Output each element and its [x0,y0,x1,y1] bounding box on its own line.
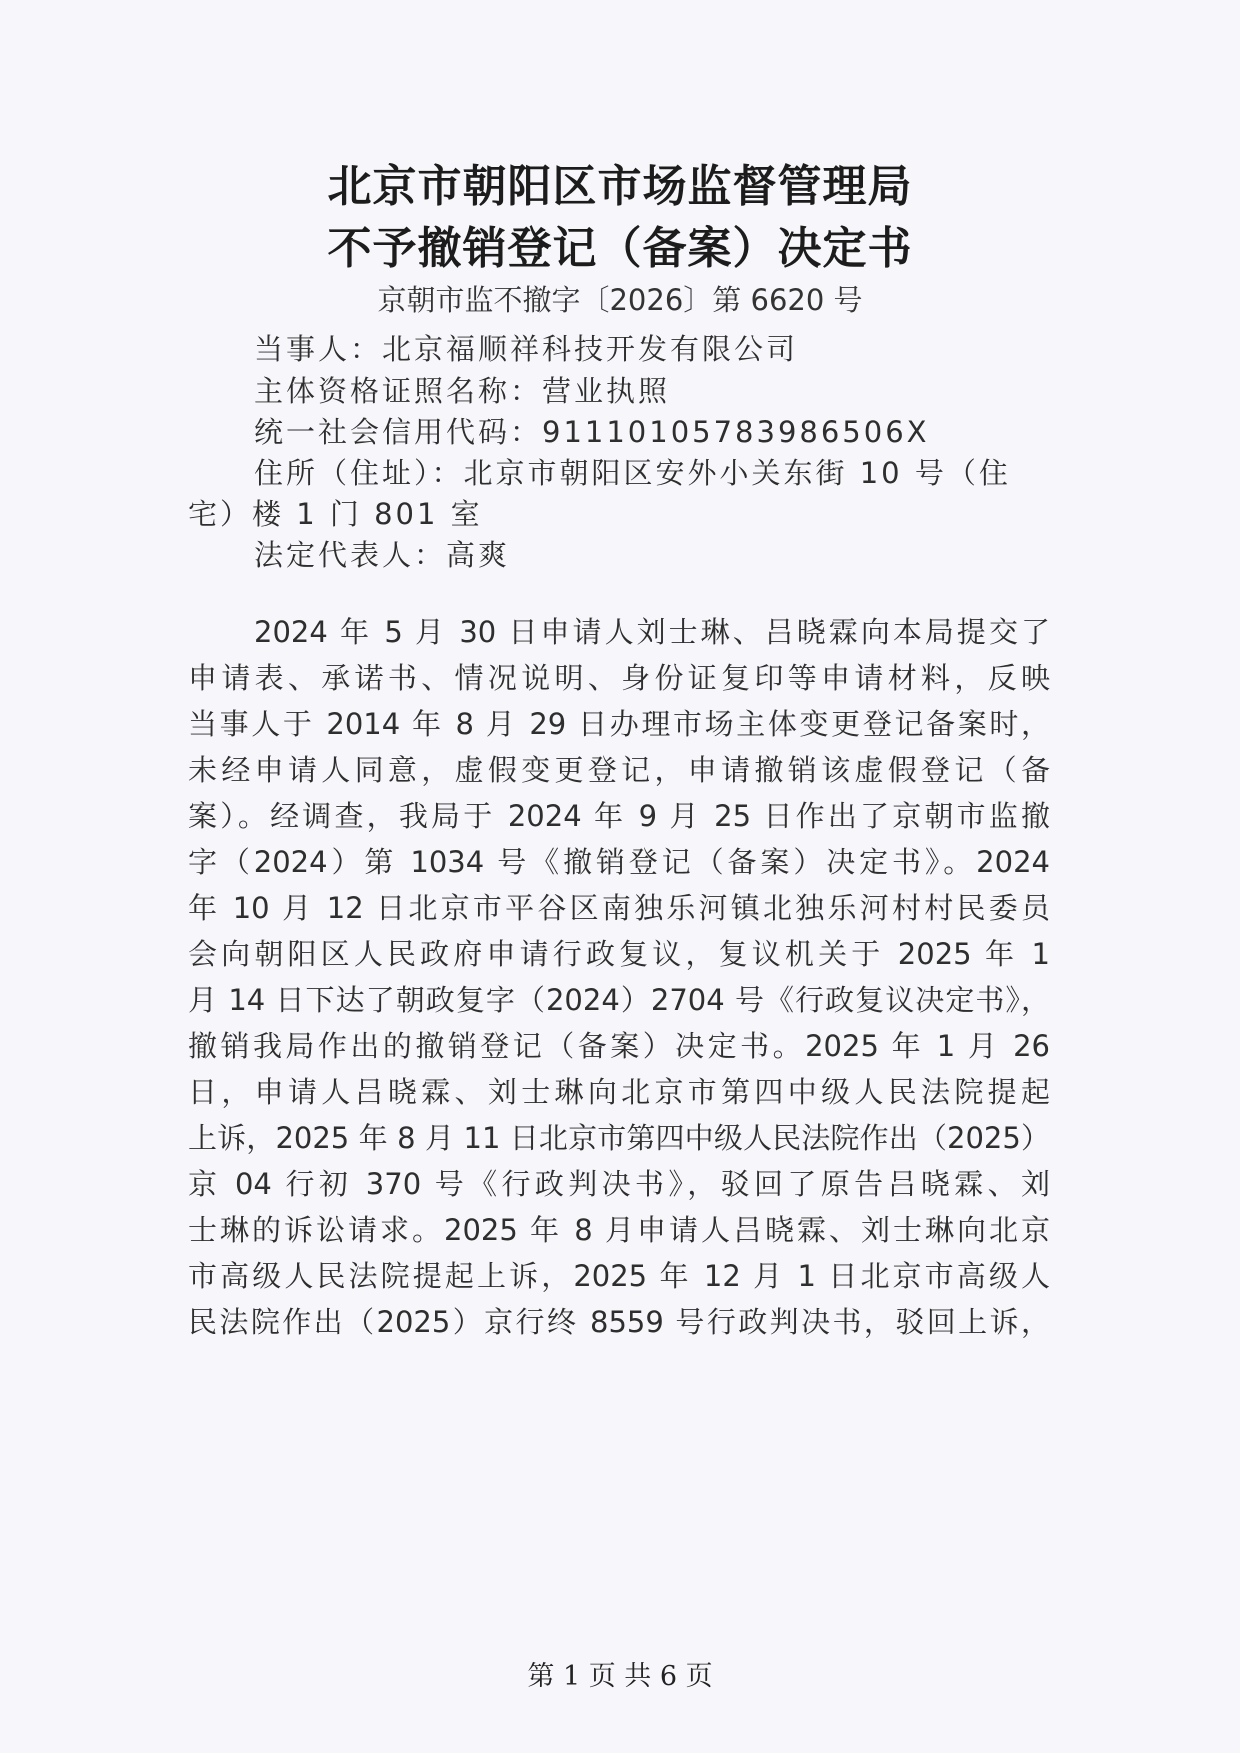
body-line: 当事人于 2014 年 8 月 29 日办理市场主体变更登记备案时， [188,707,1050,741]
document-number: 京朝市监不撤字〔2026〕第 6620 号 [377,283,863,317]
address-line-1: 住所（住址）：北京市朝阳区安外小关东街 10 号（住 [254,456,1011,490]
credit-code-line: 统一社会信用代码：91110105783986506X [254,415,930,449]
document-title-line-2: 不予撤销登记（备案）决定书 [327,223,913,274]
legal-representative-line: 法定代表人：高爽 [254,538,511,572]
body-line: 日，申请人吕晓霖、刘士琳向北京市第四中级人民法院提起 [188,1075,1050,1109]
body-line: 月 14 日下达了朝政复字（2024）2704 号《行政复议决定书》， [188,983,1050,1017]
body-line: 民法院作出（2025）京行终 8559 号行政判决书，驳回上诉， [188,1305,1050,1339]
body-line: 市高级人民法院提起上诉，2025 年 12 月 1 日北京市高级人 [188,1259,1050,1293]
body-line: 京 04 行初 370 号《行政判决书》，驳回了原告吕晓霖、刘 [188,1167,1050,1201]
body-line: 年 10 月 12 日北京市平谷区南独乐河镇北独乐河村村民委员 [188,891,1050,925]
body-line: 未经申请人同意，虚假变更登记，申请撤销该虚假登记（备 [188,753,1050,787]
body-line: 字（2024）第 1034 号《撤销登记（备案）决定书》。2024 [188,845,1050,879]
body-line: 申请表、承诺书、情况说明、身份证复印等申请材料，反映 [188,661,1050,695]
page-number: 第 1 页 共 6 页 [527,1661,713,1692]
address-line-2: 宅）楼 1 门 801 室 [188,497,483,531]
body-line: 2024 年 5 月 30 日申请人刘士琳、吕晓霖向本局提交了 [254,615,1050,649]
body-line: 士琳的诉讼请求。2025 年 8 月申请人吕晓霖、刘士琳向北京 [188,1213,1050,1247]
license-name-line: 主体资格证照名称：营业执照 [254,374,671,408]
document-title-line-1: 北京市朝阳区市场监督管理局 [327,161,913,212]
body-line: 撤销我局作出的撤销登记（备案）决定书。2025 年 1 月 26 [188,1029,1050,1063]
party-name-line: 当事人：北京福顺祥科技开发有限公司 [254,332,799,366]
body-line: 案）。经调查，我局于 2024 年 9 月 25 日作出了京朝市监撤 [188,799,1050,833]
body-line: 上诉，2025 年 8 月 11 日北京市第四中级人民法院作出（2025） [188,1121,1050,1155]
body-line: 会向朝阳区人民政府申请行政复议，复议机关于 2025 年 1 [188,937,1050,971]
